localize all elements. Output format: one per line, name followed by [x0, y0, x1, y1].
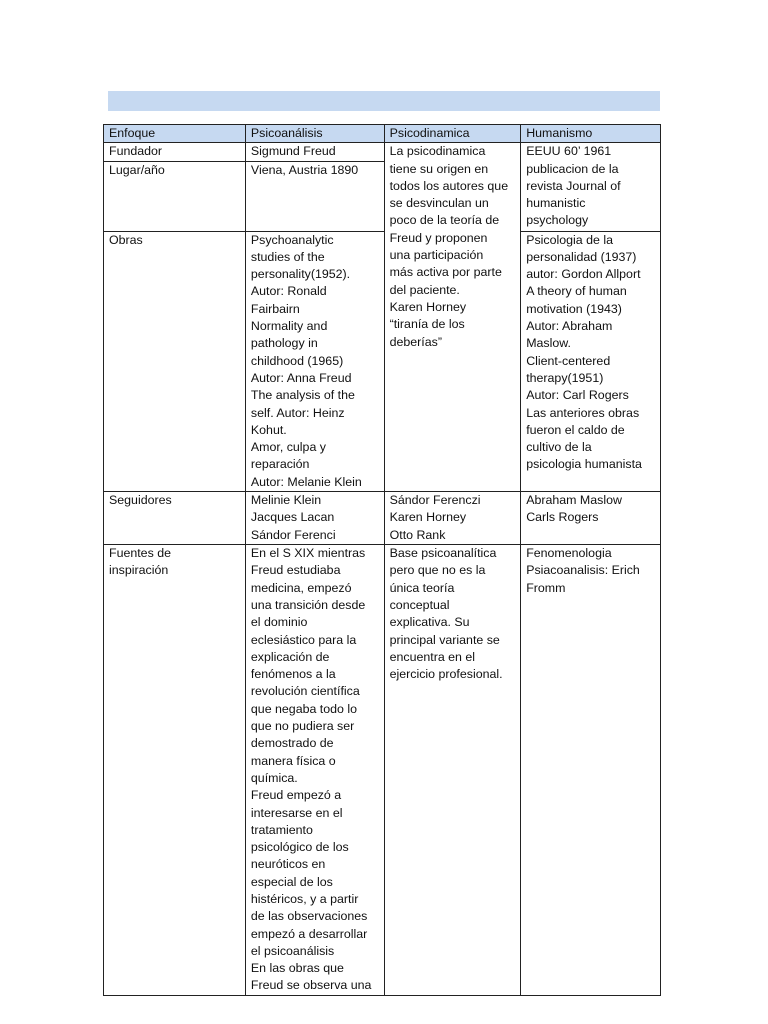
cell-fuentes-psicodinamica: Base psicoanalítica pero que no es la única teoría conceptual explicativa. Su principal variante se encuentra en el ejercicio profesional. — [384, 545, 521, 996]
cell-obras-humanismo: Psicologia de la personalidad (1937) autor: Gordon Allport A theory of human motivation (1943) Autor: Abraham Maslow. Client-centered therapy(1951) Autor: Carl Rogers Las anteriores obras fueron el caldo de cultivo de la psicologia humanista — [521, 231, 661, 491]
cell-lugar-psicoanalisis: Viena, Austria 1890 — [245, 161, 384, 231]
row-seguidores — [104, 492, 661, 545]
row-fundador — [104, 143, 661, 161]
cell-fuentes-psicoanalisis: En el S XIX mientras Freud estudiaba medicina, empezó una transición desde el dominio eclesiástico para la explicación de fenómenos a la revolución científica que negaba todo lo que no pudiera ser demostrado de manera física o química. Freud empezó a interesarse en el tratamiento psicológico de los neuróticos en especial de los histéricos, y a partir de las observaciones empezó a desarrollar el psicoanálisis En las obras que Freud se observa una — [245, 545, 384, 996]
label-seguidores: Seguidores — [104, 492, 246, 545]
comparison-table — [103, 124, 661, 996]
cell-seguidores-humanismo: Abraham Maslow Carls Rogers — [521, 492, 661, 545]
cell-seguidores-psicoanalisis: Melinie Klein Jacques Lacan Sándor Ferenci — [245, 492, 384, 545]
title-bar — [108, 91, 660, 111]
row-obras — [104, 231, 661, 491]
row-fuentes — [104, 545, 661, 996]
header-row — [104, 125, 661, 143]
header-humanismo: Humanismo — [521, 125, 661, 143]
cell-obras-psicoanalisis: Psychoanalytic studies of the personality(1952). Autor: Ronald Fairbairn Normality and pathology in childhood (1965) Autor: Anna Freud The analysis of the self. Autor: Heinz Kohut. Amor, culpa y reparación Autor: Melanie Klein — [245, 231, 384, 491]
cell-psicodinamica-desc: La psicodinamica tiene su origen en todos los autores que se desvinculan un poco de la teoría de Freud y proponen una participación más activa por parte del paciente. Karen Horney “tiranía de los deberías” — [384, 143, 521, 492]
label-fuentes: Fuentes de inspiración — [104, 545, 246, 996]
label-obras: Obras — [104, 231, 246, 491]
cell-fundador-humanismo: EEUU 60’ 1961 publicacion de la revista Journal of humanistic psychology — [521, 143, 661, 231]
header-enfoque: Enfoque — [104, 125, 246, 143]
header-psicoanalisis: Psicoanálisis — [245, 125, 384, 143]
cell-seguidores-psicodinamica: Sándor Ferenczi Karen Horney Otto Rank — [384, 492, 521, 545]
cell-fundador-psicoanalisis: Sigmund Freud — [245, 143, 384, 161]
label-lugar: Lugar/año — [104, 161, 246, 231]
header-psicodinamica: Psicodinamica — [384, 125, 521, 143]
label-fundador: Fundador — [104, 143, 246, 161]
cell-fuentes-humanismo: Fenomenologia Psiacoanalisis: Erich Fromm — [521, 545, 661, 996]
